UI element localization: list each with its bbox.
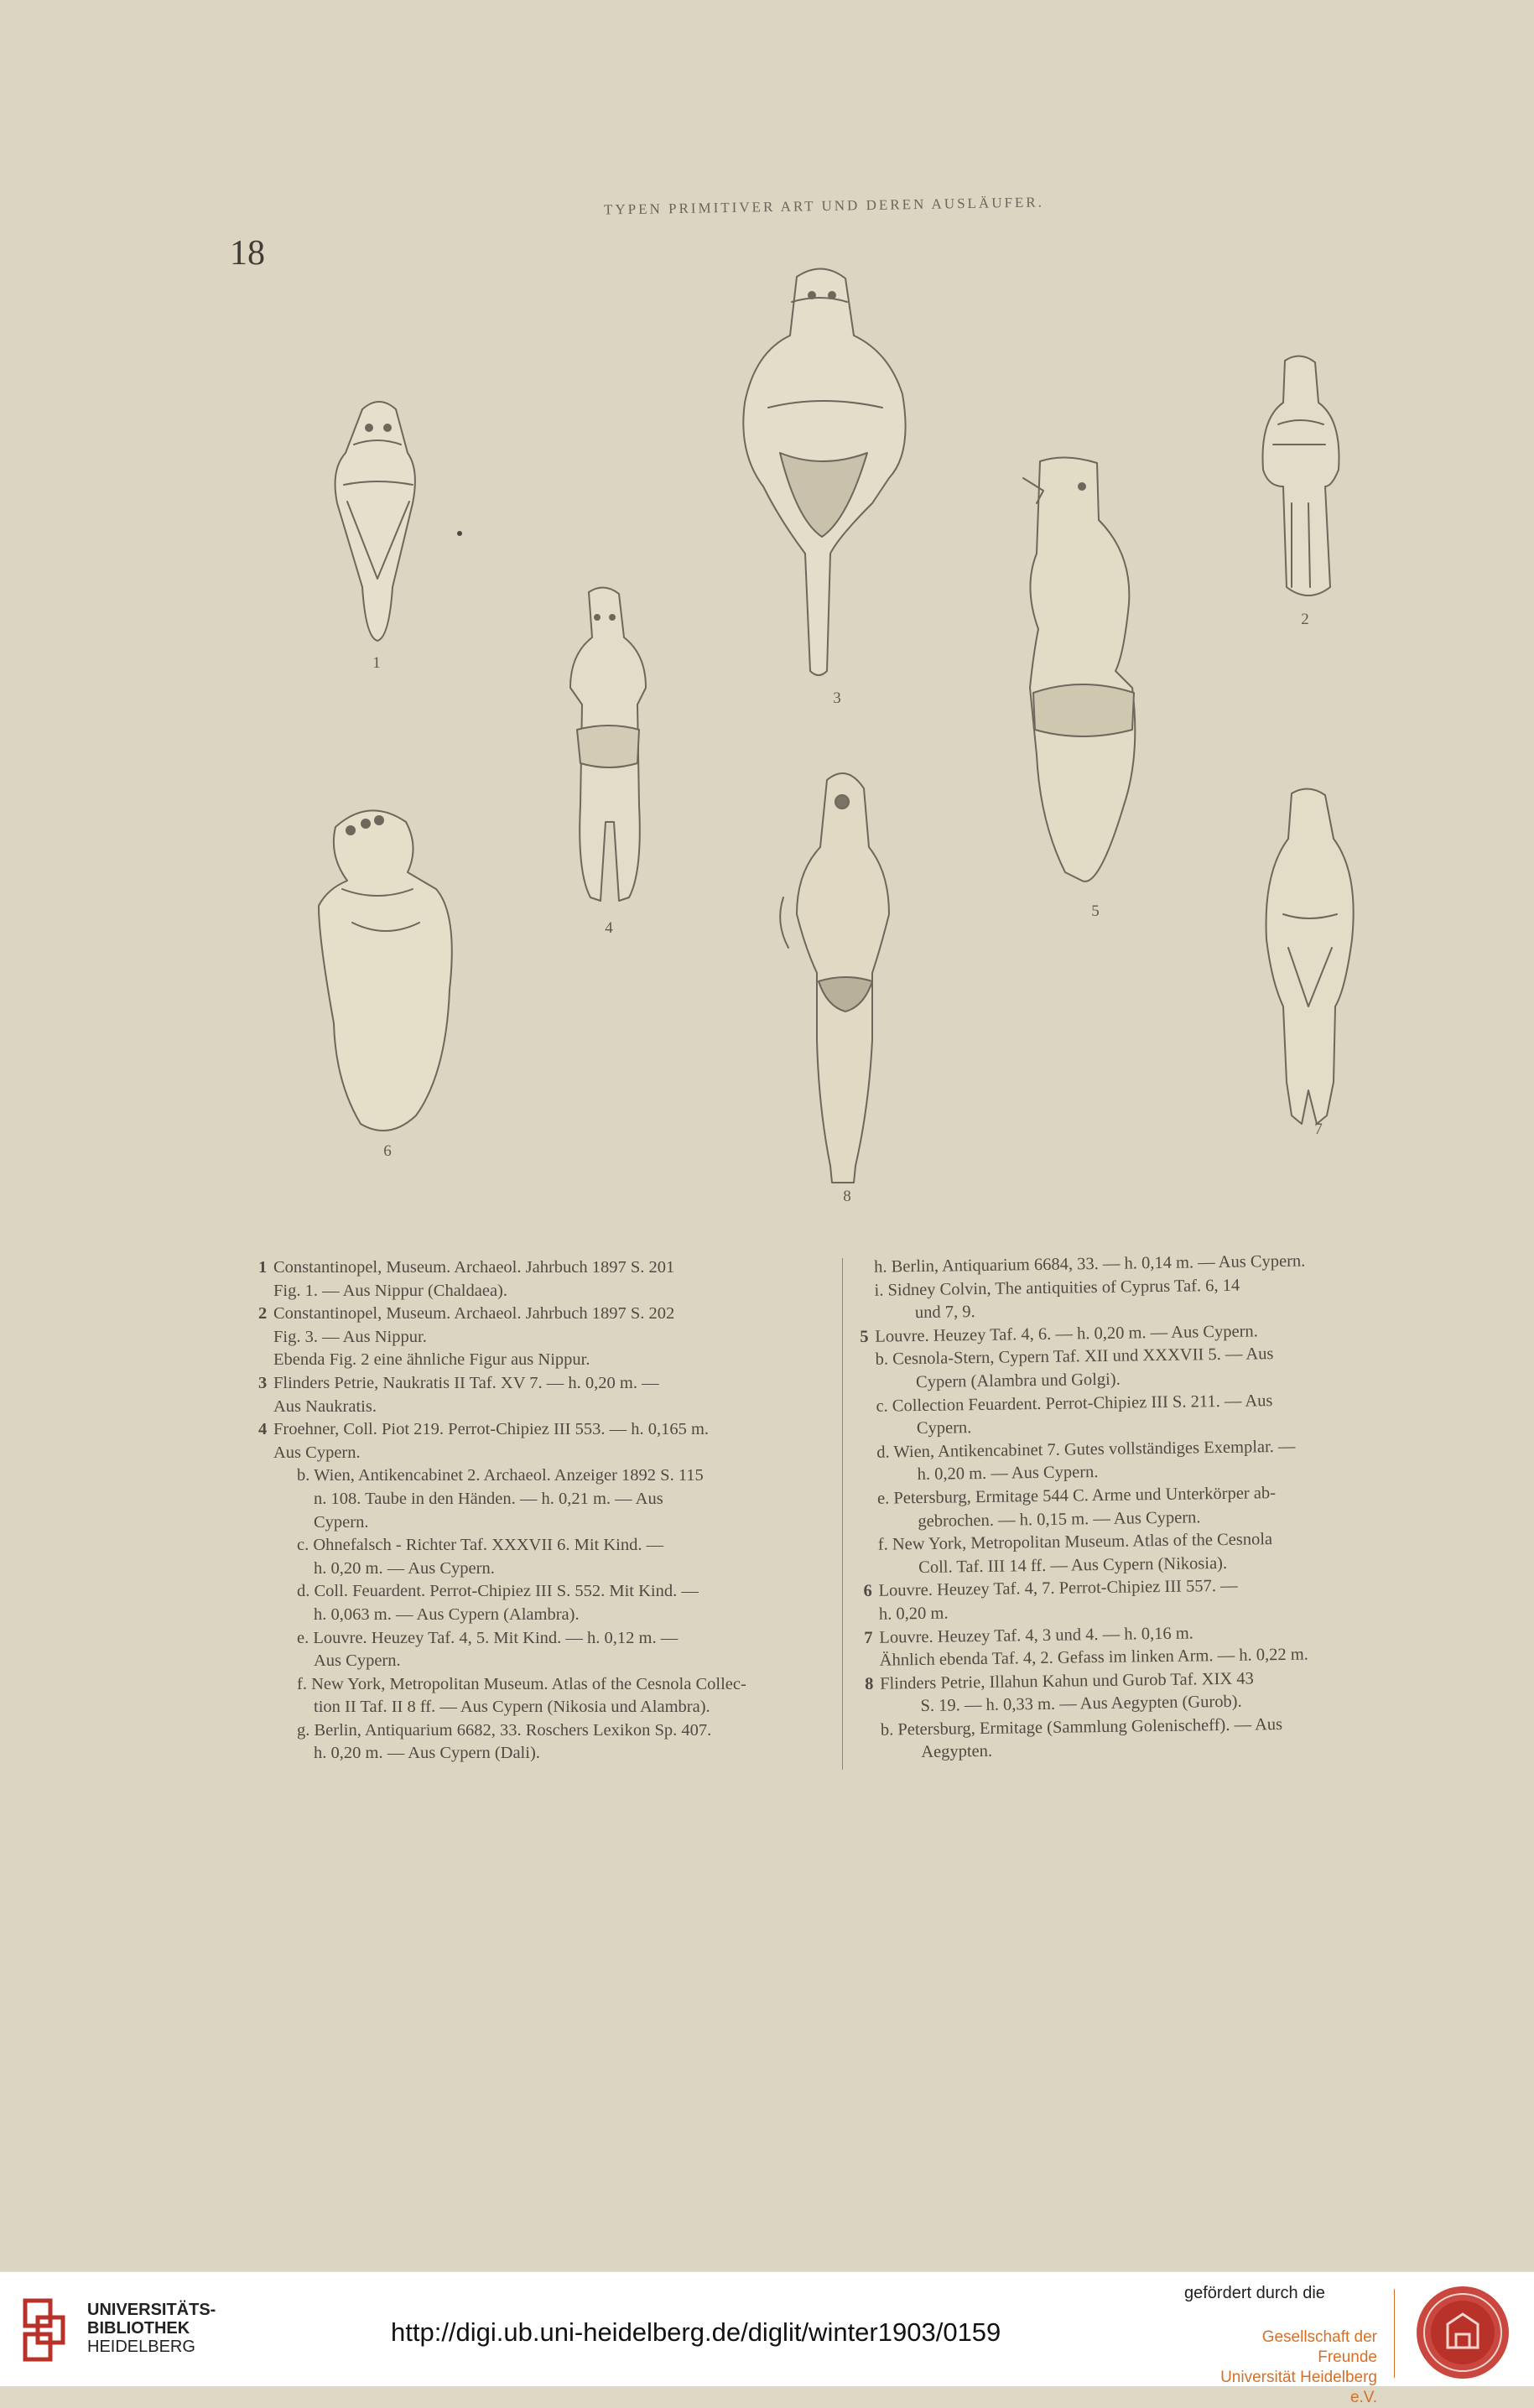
caption-line [258, 1580, 746, 1604]
caption-number: 7 [864, 1628, 873, 1647]
caption-text: Aus Cypern. [273, 1443, 361, 1462]
university-seal-icon [1414, 2284, 1511, 2381]
caption-number: 6 [863, 1582, 872, 1601]
promo-label: gefördert durch die [1184, 2284, 1325, 2302]
figure-label-1: 1 [372, 654, 381, 672]
captions-right-column [859, 1251, 1313, 1766]
caption-text: Aegypten. [921, 1742, 993, 1762]
figurine-4-drawing [570, 587, 646, 901]
running-head: TYPEN PRIMITIVER ART UND DEREN AUSLÄUFER. [603, 194, 1045, 218]
caption-text: f. New York, Metropolitan Museum. Atlas of the Cesnola [877, 1530, 1273, 1554]
university-library-logo-icon [17, 2292, 75, 2368]
caption-number: 3 [258, 1373, 268, 1392]
caption-text: Cypern (Alambra und Golgi). [915, 1370, 1121, 1392]
caption-text: S. 19. — h. 0,33 m. — Aus Aegypten (Gurob). [920, 1692, 1242, 1716]
caption-text: g. Berlin, Antiquarium 6682, 33. Roschers Lexikon Sp. 407. [297, 1720, 712, 1740]
caption-line [258, 1742, 746, 1766]
caption-text: Coll. Taf. III 14 ff. — Aus Cypern (Nikosia). [918, 1553, 1228, 1577]
caption-line [258, 1719, 746, 1743]
caption-text: i. Sidney Colvin, The antiquities of Cyprus Taf. 6, 14 [874, 1276, 1240, 1300]
caption-text: Cypern. [314, 1512, 369, 1532]
library-name-line3: HEIDELBERG [87, 2338, 195, 2356]
caption-line [258, 1696, 746, 1719]
figurine-1-drawing [335, 402, 415, 641]
caption-line [258, 1558, 746, 1581]
figurine-5-drawing [1023, 457, 1135, 881]
caption-text: tion II Taf. II 8 ff. — Aus Cypern (Nikosia und Alambra). [314, 1698, 710, 1717]
figurine-3-drawing [743, 268, 905, 675]
caption-text: Flinders Petrie, Illahun Kahun und Gurob Taf. XIX 43 [879, 1669, 1254, 1693]
caption-text: b. Cesnola-Stern, Cypern Taf. XII und XXXVII 5. — Aus [875, 1344, 1274, 1370]
footer-separator [1394, 2289, 1395, 2378]
caption-text: h. 0,20 m. [878, 1604, 949, 1624]
column-divider [842, 1258, 843, 1770]
permalink-url[interactable]: http://digi.ub.uni-heidelberg.de/diglit/winter1903/0159 [391, 2317, 1001, 2347]
caption-text: e. Petersburg, Ermitage 544 C. Arme und Unterkörper ab- [876, 1484, 1277, 1508]
caption-text: c. Ohnefalsch - Richter Taf. XXXVII 6. Mit Kind. — [297, 1536, 664, 1555]
caption-number: 5 [860, 1327, 869, 1346]
figurine-7-drawing [1266, 788, 1354, 1124]
captions-left-column [258, 1256, 746, 1766]
caption-line [258, 1418, 746, 1442]
figure-label-6: 6 [383, 1142, 392, 1160]
figurine-6-drawing [319, 810, 452, 1131]
society-name [1199, 2327, 1377, 2408]
caption-line [258, 1256, 746, 1280]
caption-line [258, 1627, 746, 1651]
caption-line [258, 1534, 746, 1558]
caption-line [258, 1511, 746, 1535]
caption-text: und 7, 9. [914, 1303, 975, 1323]
caption-line [258, 1349, 746, 1372]
caption-text: Aus Naukratis. [273, 1396, 377, 1416]
figure-label-2: 2 [1301, 611, 1309, 628]
caption-line [258, 1673, 746, 1697]
library-name-line1: UNIVERSITÄTS- [87, 2301, 216, 2319]
caption-line [258, 1488, 746, 1511]
caption-text: Aus Cypern. [314, 1651, 401, 1671]
caption-text: Ähnlich ebenda Taf. 4, 2. Gefass im linken Arm. — h. 0,22 m. [879, 1645, 1309, 1670]
caption-text: gebrochen. — h. 0,15 m. — Aus Cypern. [918, 1507, 1201, 1531]
caption-number: 4 [258, 1420, 268, 1439]
caption-text: Fig. 1. — Aus Nippur (Chaldaea). [273, 1281, 507, 1300]
caption-number: 1 [258, 1258, 268, 1277]
footer-bar [0, 2271, 1534, 2406]
caption-text: Constantinopel, Museum. Archaeol. Jahrbuch 1897 S. 202 [273, 1304, 675, 1324]
caption-line [258, 1326, 746, 1350]
library-name [87, 2301, 216, 2356]
caption-text: d. Wien, Antikencabinet 7. Gutes vollständiges Exemplar. — [876, 1437, 1296, 1462]
caption-text: Louvre. Heuzey Taf. 4, 3 und 4. — h. 0,16 m. [879, 1623, 1193, 1647]
caption-text: Louvre. Heuzey Taf. 4, 6. — h. 0,20 m. — Aus Cypern. [875, 1322, 1258, 1346]
caption-text: h. 0,20 m. — Aus Cypern. [917, 1463, 1099, 1485]
figure-label-8: 8 [843, 1188, 851, 1205]
caption-text: n. 108. Taube in den Händen. — h. 0,21 m. — Aus [314, 1489, 663, 1508]
caption-text: d. Coll. Feuardent. Perrot-Chipiez III S. 552. Mit Kind. — [297, 1582, 699, 1601]
caption-text: b. Wien, Antikencabinet 2. Archaeol. Anzeiger 1892 S. 115 [297, 1466, 704, 1485]
figure-label-5: 5 [1091, 902, 1100, 920]
caption-text: Cypern. [916, 1418, 972, 1438]
page-number: 18 [230, 234, 265, 273]
figure-label-7: 7 [1314, 1121, 1323, 1138]
caption-number: 2 [258, 1304, 268, 1324]
caption-text: Fig. 3. — Aus Nippur. [273, 1327, 427, 1346]
caption-text: c. Collection Feuardent. Perrot-Chipiez III S. 211. — Aus [876, 1391, 1273, 1416]
society-line1: Gesellschaft der Freunde [1261, 2328, 1377, 2366]
library-name-line2: BIBLIOTHEK [87, 2319, 190, 2338]
caption-number: 8 [864, 1674, 874, 1693]
caption-text: h. Berlin, Antiquarium 6684, 33. — h. 0,14 m. — Aus Cypern. [874, 1251, 1306, 1277]
figure-label-4: 4 [605, 919, 613, 937]
caption-line [258, 1280, 746, 1303]
caption-text: Froehner, Coll. Piot 219. Perrot-Chipiez III 553. — h. 0,165 m. [273, 1420, 710, 1439]
caption-line [258, 1650, 746, 1673]
caption-line [258, 1442, 746, 1465]
caption-text: b. Petersburg, Ermitage (Sammlung Golenischeff). — Aus [880, 1714, 1283, 1740]
caption-line [258, 1372, 746, 1396]
caption-text: e. Louvre. Heuzey Taf. 4, 5. Mit Kind. — h. 0,12 m. — [297, 1628, 679, 1647]
caption-line [258, 1604, 746, 1627]
caption-text: h. 0,063 m. — Aus Cypern (Alambra). [314, 1604, 580, 1624]
caption-text: h. 0,20 m. — Aus Cypern. [314, 1558, 495, 1578]
caption-text: Louvre. Heuzey Taf. 4, 7. Perrot-Chipiez III 557. — [878, 1577, 1238, 1601]
figure-label-3: 3 [833, 689, 841, 707]
caption-text: Flinders Petrie, Naukratis II Taf. XV 7. — h. 0,20 m. — [273, 1373, 659, 1392]
caption-line [258, 1396, 746, 1419]
caption-text: h. 0,20 m. — Aus Cypern (Dali). [314, 1744, 540, 1763]
caption-line [258, 1464, 746, 1488]
caption-text: Constantinopel, Museum. Archaeol. Jahrbuch 1897 S. 201 [273, 1258, 675, 1277]
society-line2: Universität Heidelberg e.V. [1220, 2369, 1377, 2406]
caption-line [258, 1303, 746, 1326]
figurine-8-drawing [780, 773, 889, 1183]
caption-text: f. New York, Metropolitan Museum. Atlas of the Cesnola Collec- [297, 1674, 746, 1693]
caption-text: Ebenda Fig. 2 eine ähnliche Figur aus Nippur. [273, 1350, 590, 1370]
figurine-2-drawing [1263, 356, 1339, 595]
